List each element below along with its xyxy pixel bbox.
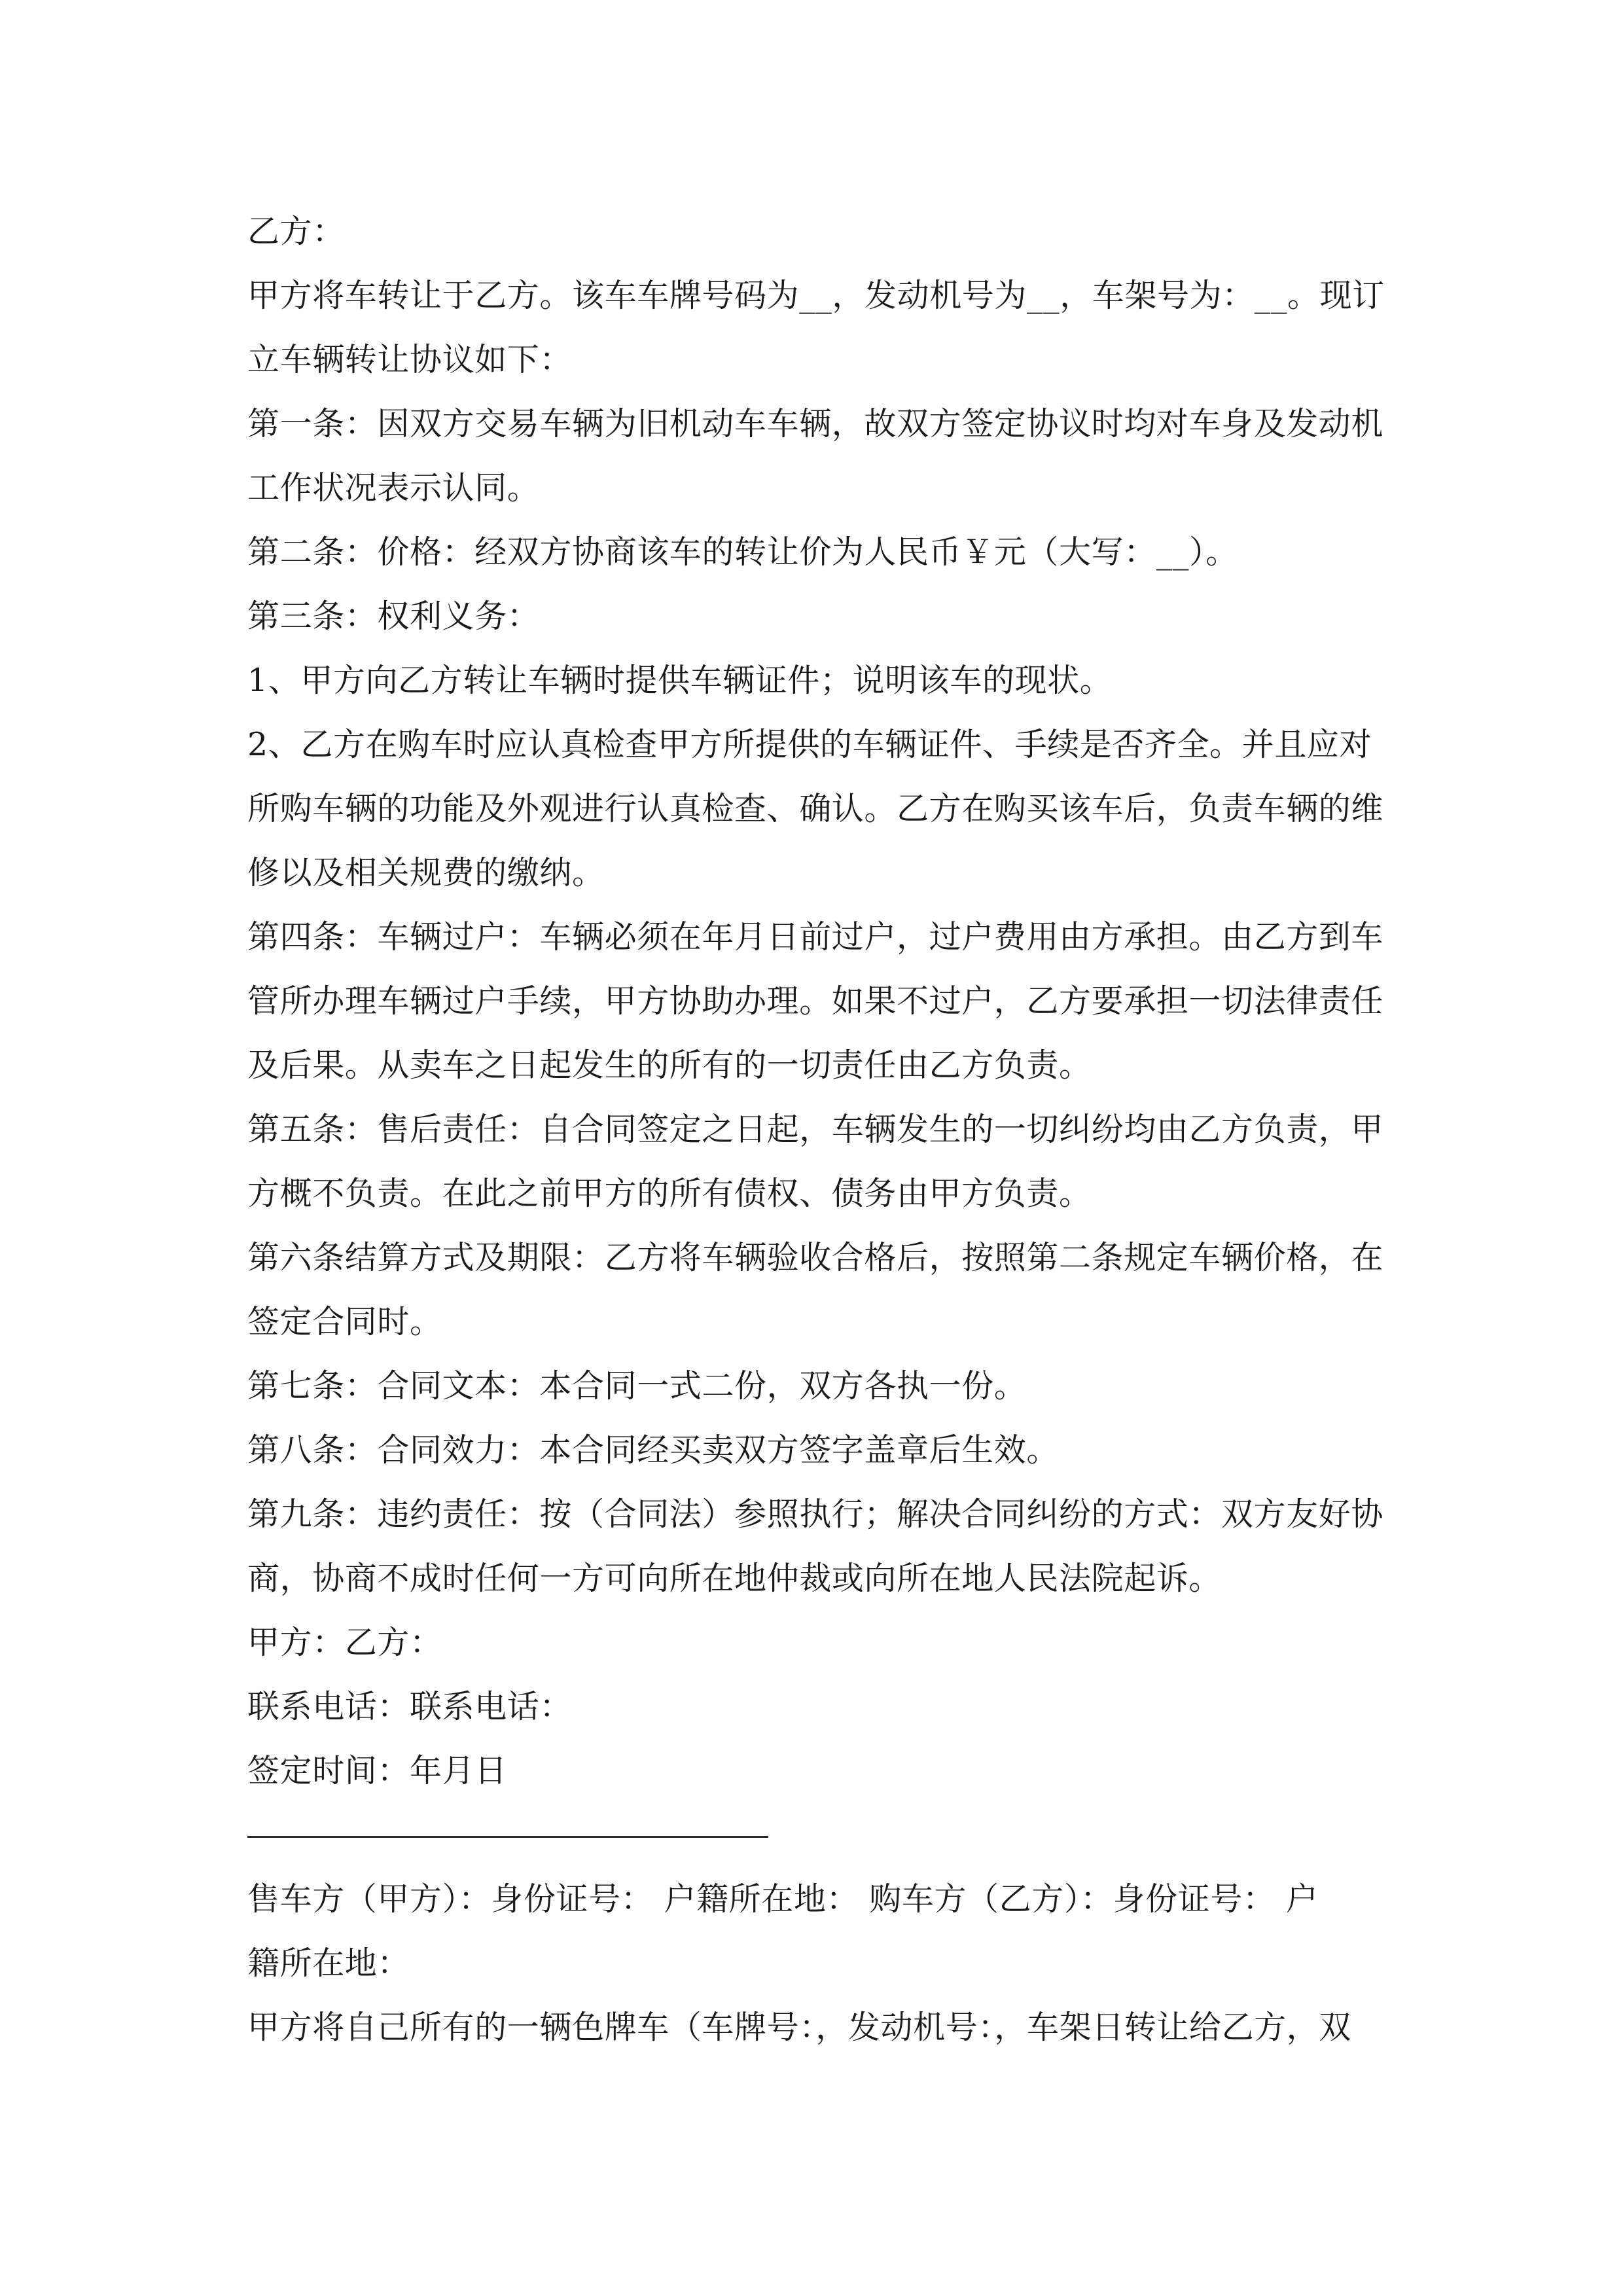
text-line: 1、甲方向乙方转让车辆时提供车辆证件；说明该车的现状。 [247,662,1113,699]
text-line: 籍所在地： [247,1945,410,1982]
text-line: 第五条：售后责任：自合同签定之日起，车辆发生的一切纠纷均由乙方负责，甲 [247,1111,1384,1148]
text-line: 第四条：车辆过户：车辆必须在年月日前过户，过户费用由方承担。由乙方到车 [247,918,1384,956]
text-line: 第七条：合同文本：本合同一式二份，双方各执一份。 [247,1367,1027,1405]
text-line: 甲方：乙方： [247,1624,442,1661]
text-line: 第九条：违约责任：按（合同法）参照执行；解决合同纠纷的方式：双方友好协 [247,1496,1384,1533]
text-line: 第三条：权利义务： [247,598,540,635]
document-body [247,200,1385,2060]
text-line: 立车辆转让协议如下： [247,341,573,378]
text-line: 及后果。从卖车之日起发生的所有的一切责任由乙方负责。 [247,1047,1092,1084]
text-line: 售车方（甲方）：身份证号： 户籍所在地： 购车方（乙方）：身份证号： 户 [247,1880,1319,1918]
text-line: 工作状况表示认同。 [247,469,540,507]
text-line: 2、乙方在购车时应认真检查甲方所提供的车辆证件、手续是否齐全。并且应对 [247,726,1372,763]
text-line: 方概不负责。在此之前甲方的所有债权、债务由甲方负责。 [247,1175,1092,1212]
text-line: 第六条结算方式及期限：乙方将车辆验收合格后，按照第二条规定车辆价格，在 [247,1239,1384,1276]
text-line: 联系电话：联系电话： [247,1688,573,1725]
section-divider [247,1803,1380,1867]
text-line: 甲方将自己所有的一辆色牌车（车牌号：，发动机号：，车架日转让给乙方，双 [247,2009,1352,2046]
text-line: 签定时间：年月日 [247,1752,507,1789]
text-line: 第八条：合同效力：本合同经买卖双方签字盖章后生效。 [247,1431,1060,1469]
text-line: 第二条：价格：经双方协商该车的转让价为人民币￥元（大写：__）。 [247,533,1238,571]
text-line: 所购车辆的功能及外观进行认真检查、确认。乙方在购买该车后，负责车辆的维 [247,790,1384,827]
text-line: 修以及相关规费的缴纳。 [247,854,605,891]
horizontal-rule [247,1836,768,1838]
text-line: 第一条：因双方交易车辆为旧机动车车辆，故双方签定协议时均对车身及发动机 [247,405,1384,442]
text-line: 商，协商不成时任何一方可向所在地仲裁或向所在地人民法院起诉。 [247,1560,1222,1597]
text-line: 甲方将车转让于乙方。该车车牌号码为__，发动机号为__，车架号为：__。现订 [247,277,1385,314]
text-line: 乙方： [247,213,345,250]
text-line: 管所办理车辆过户手续，甲方协助办理。如果不过户，乙方要承担一切法律责任 [247,982,1384,1020]
text-line: 签定合同时。 [247,1303,442,1340]
